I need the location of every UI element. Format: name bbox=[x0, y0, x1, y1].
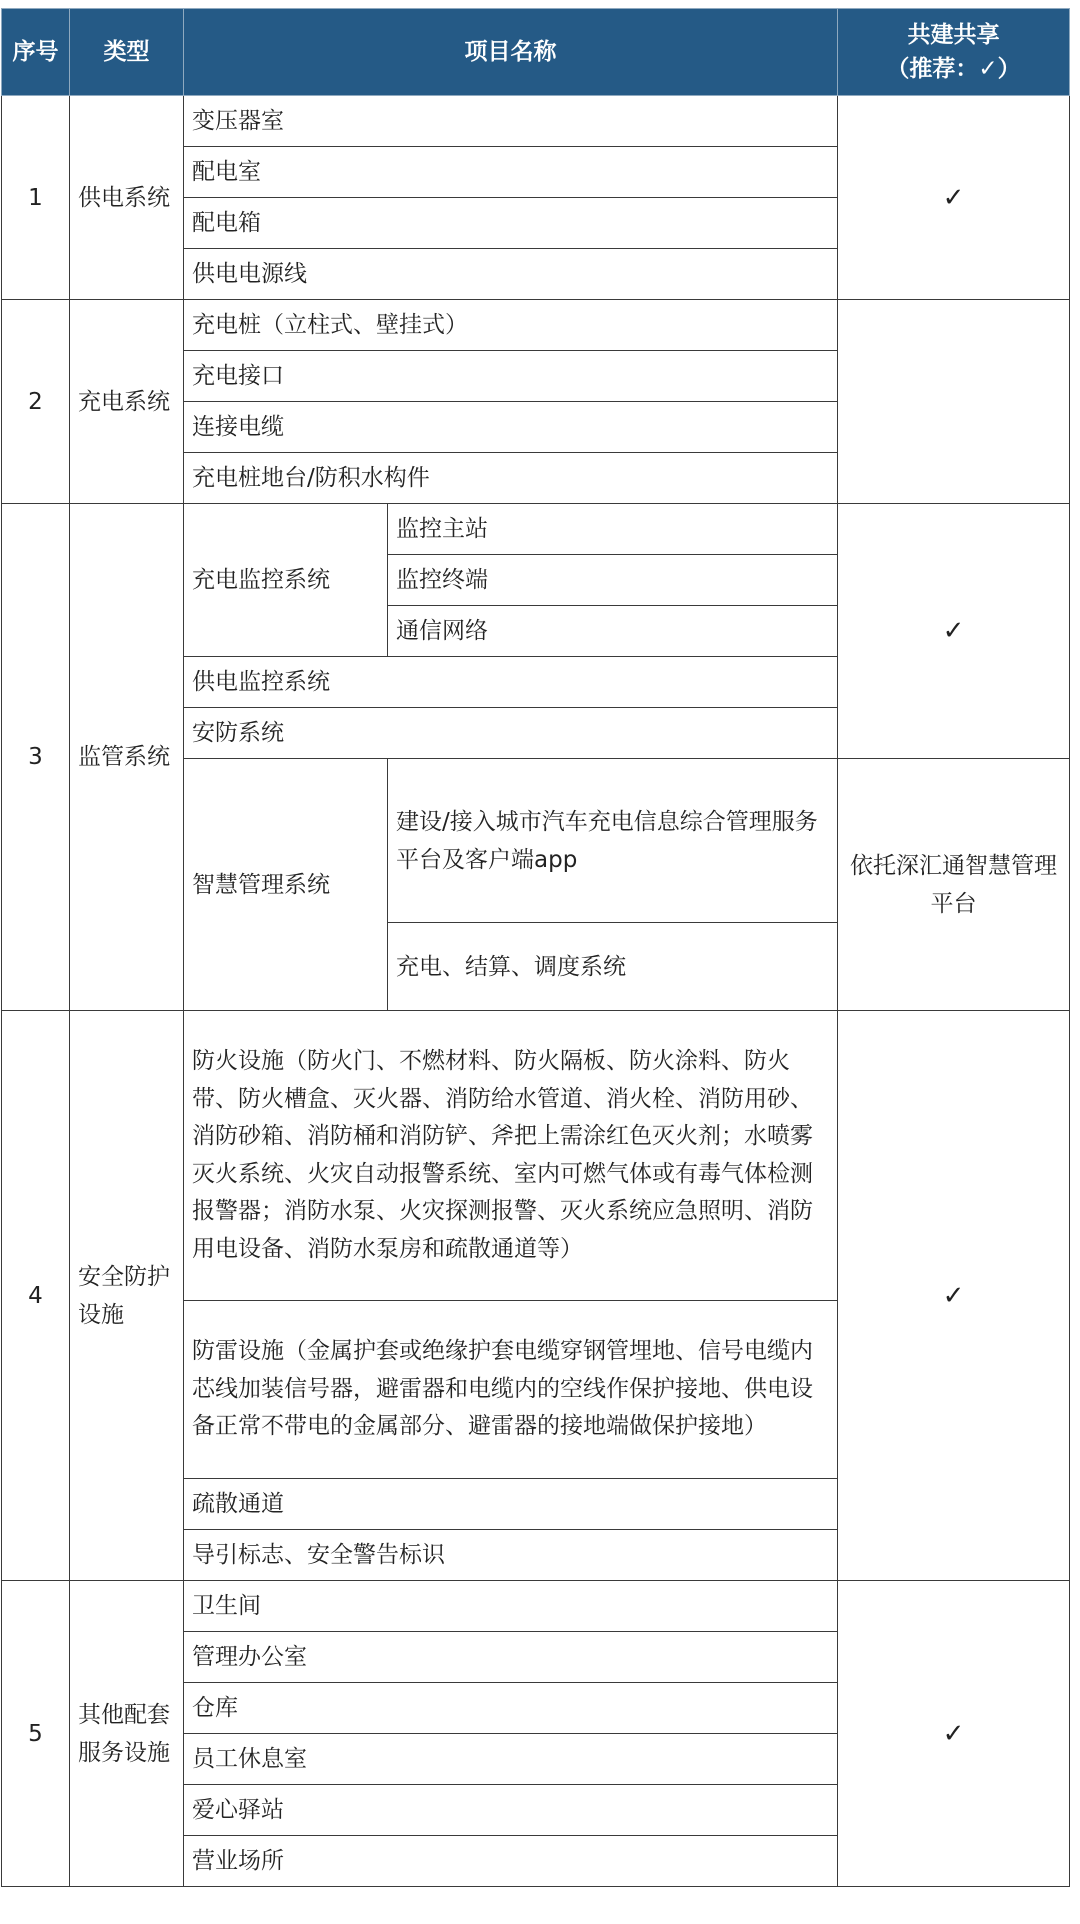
item-cell: 配电室 bbox=[184, 147, 838, 198]
item-cell: 变压器室 bbox=[184, 96, 838, 147]
header-type: 类型 bbox=[70, 9, 184, 96]
sub-item-cell: 监控终端 bbox=[388, 555, 838, 606]
row-type: 供电系统 bbox=[70, 96, 184, 300]
sub-item-cell: 充电、结算、调度系统 bbox=[388, 923, 838, 1011]
row-number: 1 bbox=[2, 96, 70, 300]
header-share-line2: （推荐：✓） bbox=[886, 56, 1021, 82]
share-note: 依托深汇通智慧管理平台 bbox=[838, 759, 1070, 1011]
row-number: 3 bbox=[2, 504, 70, 1011]
header-share bbox=[838, 9, 1070, 96]
row-number: 4 bbox=[2, 1011, 70, 1581]
item-cell: 供电电源线 bbox=[184, 249, 838, 300]
table-header-row bbox=[2, 9, 1070, 96]
item-cell: 卫生间 bbox=[184, 1581, 838, 1632]
item-cell: 充电接口 bbox=[184, 351, 838, 402]
item-cell: 导引标志、安全警告标识 bbox=[184, 1530, 838, 1581]
item-cell: 防火设施（防火门、不燃材料、防火隔板、防火涂料、防火带、防火槽盒、灭火器、消防给水管道、消火栓、消防用砂、消防砂箱、消防桶和消防铲、斧把上需涂红色灭火剂；水喷雾灭火系统、火灾自动报警系统、室内可燃气体或有毒气体检测报警器；消防水泵、火灾探测报警、灭火系统应急照明、消防用电设备、消防水泵房和疏散通道等） bbox=[184, 1011, 838, 1301]
item-cell: 疏散通道 bbox=[184, 1479, 838, 1530]
sub-item-cell: 监控主站 bbox=[388, 504, 838, 555]
row-type: 安全防护设施 bbox=[70, 1011, 184, 1581]
share-empty-cell bbox=[838, 300, 1070, 504]
row-type: 监管系统 bbox=[70, 504, 184, 1011]
sub-item-cell: 通信网络 bbox=[388, 606, 838, 657]
sub-item-cell: 建设/接入城市汽车充电信息综合管理服务平台及客户端app bbox=[388, 759, 838, 923]
item-cell: 爱心驿站 bbox=[184, 1785, 838, 1836]
row-type: 其他配套服务设施 bbox=[70, 1581, 184, 1887]
item-cell: 供电监控系统 bbox=[184, 657, 838, 708]
table-row bbox=[2, 1581, 1070, 1632]
item-cell: 充电桩地台/防积水构件 bbox=[184, 453, 838, 504]
table-row bbox=[2, 1011, 1070, 1301]
sub-system-label: 充电监控系统 bbox=[184, 504, 388, 657]
header-project: 项目名称 bbox=[184, 9, 838, 96]
item-cell: 安防系统 bbox=[184, 708, 838, 759]
item-cell: 仓库 bbox=[184, 1683, 838, 1734]
table-row bbox=[2, 300, 1070, 351]
row-number: 2 bbox=[2, 300, 70, 504]
check-mark: ✓ bbox=[838, 1581, 1070, 1887]
header-share-line1: 共建共享 bbox=[907, 22, 1000, 48]
item-cell: 充电桩（立柱式、壁挂式） bbox=[184, 300, 838, 351]
table-row bbox=[2, 96, 1070, 147]
check-mark: ✓ bbox=[838, 1011, 1070, 1581]
item-cell: 管理办公室 bbox=[184, 1632, 838, 1683]
sub-system-label: 智慧管理系统 bbox=[184, 759, 388, 1011]
check-mark: ✓ bbox=[838, 96, 1070, 300]
item-cell: 防雷设施（金属护套或绝缘护套电缆穿钢管埋地、信号电缆内芯线加装信号器，避雷器和电缆内的空线作保护接地、供电设备正常不带电的金属部分、避雷器的接地端做保护接地） bbox=[184, 1301, 838, 1479]
row-number: 5 bbox=[2, 1581, 70, 1887]
item-cell: 员工休息室 bbox=[184, 1734, 838, 1785]
header-seq: 序号 bbox=[2, 9, 70, 96]
table-row bbox=[2, 504, 1070, 555]
check-mark: ✓ bbox=[838, 504, 1070, 759]
item-cell: 配电箱 bbox=[184, 198, 838, 249]
row-type: 充电系统 bbox=[70, 300, 184, 504]
facilities-table bbox=[1, 8, 1070, 1887]
item-cell: 连接电缆 bbox=[184, 402, 838, 453]
item-cell: 营业场所 bbox=[184, 1836, 838, 1887]
